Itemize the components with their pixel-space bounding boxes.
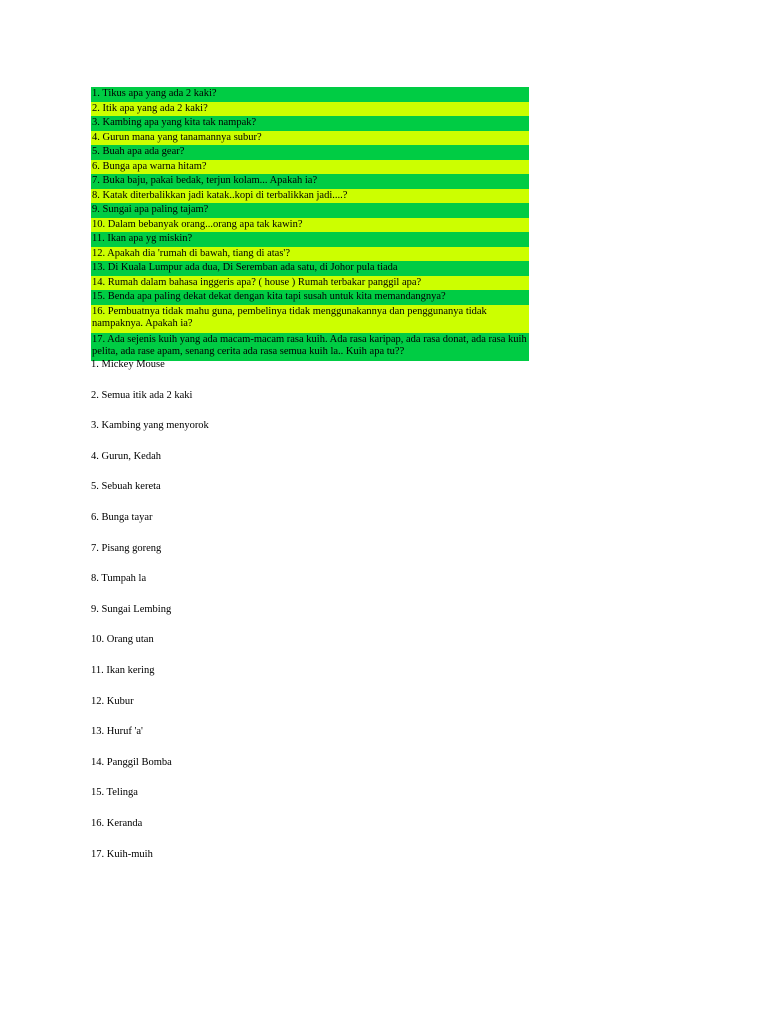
answer-item: 3. Kambing yang menyorok	[91, 420, 209, 432]
question-row: 16. Pembuatnya tidak mahu guna, pembelinya tidak menggunakannya dan penggunanya tidak nampaknya. Apakah ia?	[91, 305, 529, 333]
question-row: 13. Di Kuala Lumpur ada dua, Di Seremban ada satu, di Johor pula tiada	[91, 261, 529, 276]
question-row: 15. Benda apa paling dekat dekat dengan kita tapi susah untuk kita memandangnya?	[91, 290, 529, 305]
answer-item: 5. Sebuah kereta	[91, 481, 161, 493]
question-row: 11. Ikan apa yg miskin?	[91, 232, 529, 247]
answer-item: 8. Tumpah la	[91, 573, 147, 585]
answer-item: 9. Sungai Lembing	[91, 603, 172, 615]
question-row: 2. Itik apa yang ada 2 kaki?	[91, 102, 529, 117]
question-row: 12. Apakah dia 'rumah di bawah, tiang di atas'?	[91, 247, 529, 262]
question-row: 8. Katak diterbalikkan jadi katak..kopi di terbalikkan jadi....?	[91, 189, 529, 204]
question-row: 10. Dalam bebanyak orang...orang apa tak kawin?	[91, 218, 529, 233]
questions-table	[91, 87, 529, 361]
question-row: 17. Ada sejenis kuih yang ada macam-macam rasa kuih. Ada rasa karipap, ada rasa donat, ada rasa kuih pelita, ada rase apam, senang cerita ada rasa semua kuih la.. Kuih apa tu??	[91, 333, 529, 361]
answer-item: 15. Telinga	[91, 787, 138, 799]
question-row: 4. Gurun mana yang tanamannya subur?	[91, 131, 529, 146]
question-row: 9. Sungai apa paling tajam?	[91, 203, 529, 218]
question-row: 5. Buah apa ada gear?	[91, 145, 529, 160]
question-row: 14. Rumah dalam bahasa inggeris apa? ( house ) Rumah terbakar panggil apa?	[91, 276, 529, 291]
answer-item: 13. Huruf 'a'	[91, 726, 143, 738]
answer-item: 6. Bunga tayar	[91, 511, 153, 523]
question-row: 6. Bunga apa warna hitam?	[91, 160, 529, 175]
answer-item: 2. Semua itik ada 2 kaki	[91, 389, 193, 401]
answers-list	[91, 359, 491, 879]
question-row: 1. Tikus apa yang ada 2 kaki?	[91, 87, 529, 102]
answer-item: 4. Gurun, Kedah	[91, 450, 161, 462]
answer-item: 14. Panggil Bomba	[91, 756, 172, 768]
answer-item: 1. Mickey Mouse	[91, 359, 165, 370]
answer-item: 11. Ikan kering	[91, 664, 155, 676]
answer-item: 12. Kubur	[91, 695, 134, 707]
question-row: 3. Kambing apa yang kita tak nampak?	[91, 116, 529, 131]
answer-item: 10. Orang utan	[91, 634, 154, 646]
answer-item: 7. Pisang goreng	[91, 542, 162, 554]
answer-item: 16. Keranda	[91, 817, 143, 829]
answer-item: 17. Kuih-muih	[91, 848, 153, 860]
question-row: 7. Buka baju, pakai bedak, terjun kolam... Apakah ia?	[91, 174, 529, 189]
